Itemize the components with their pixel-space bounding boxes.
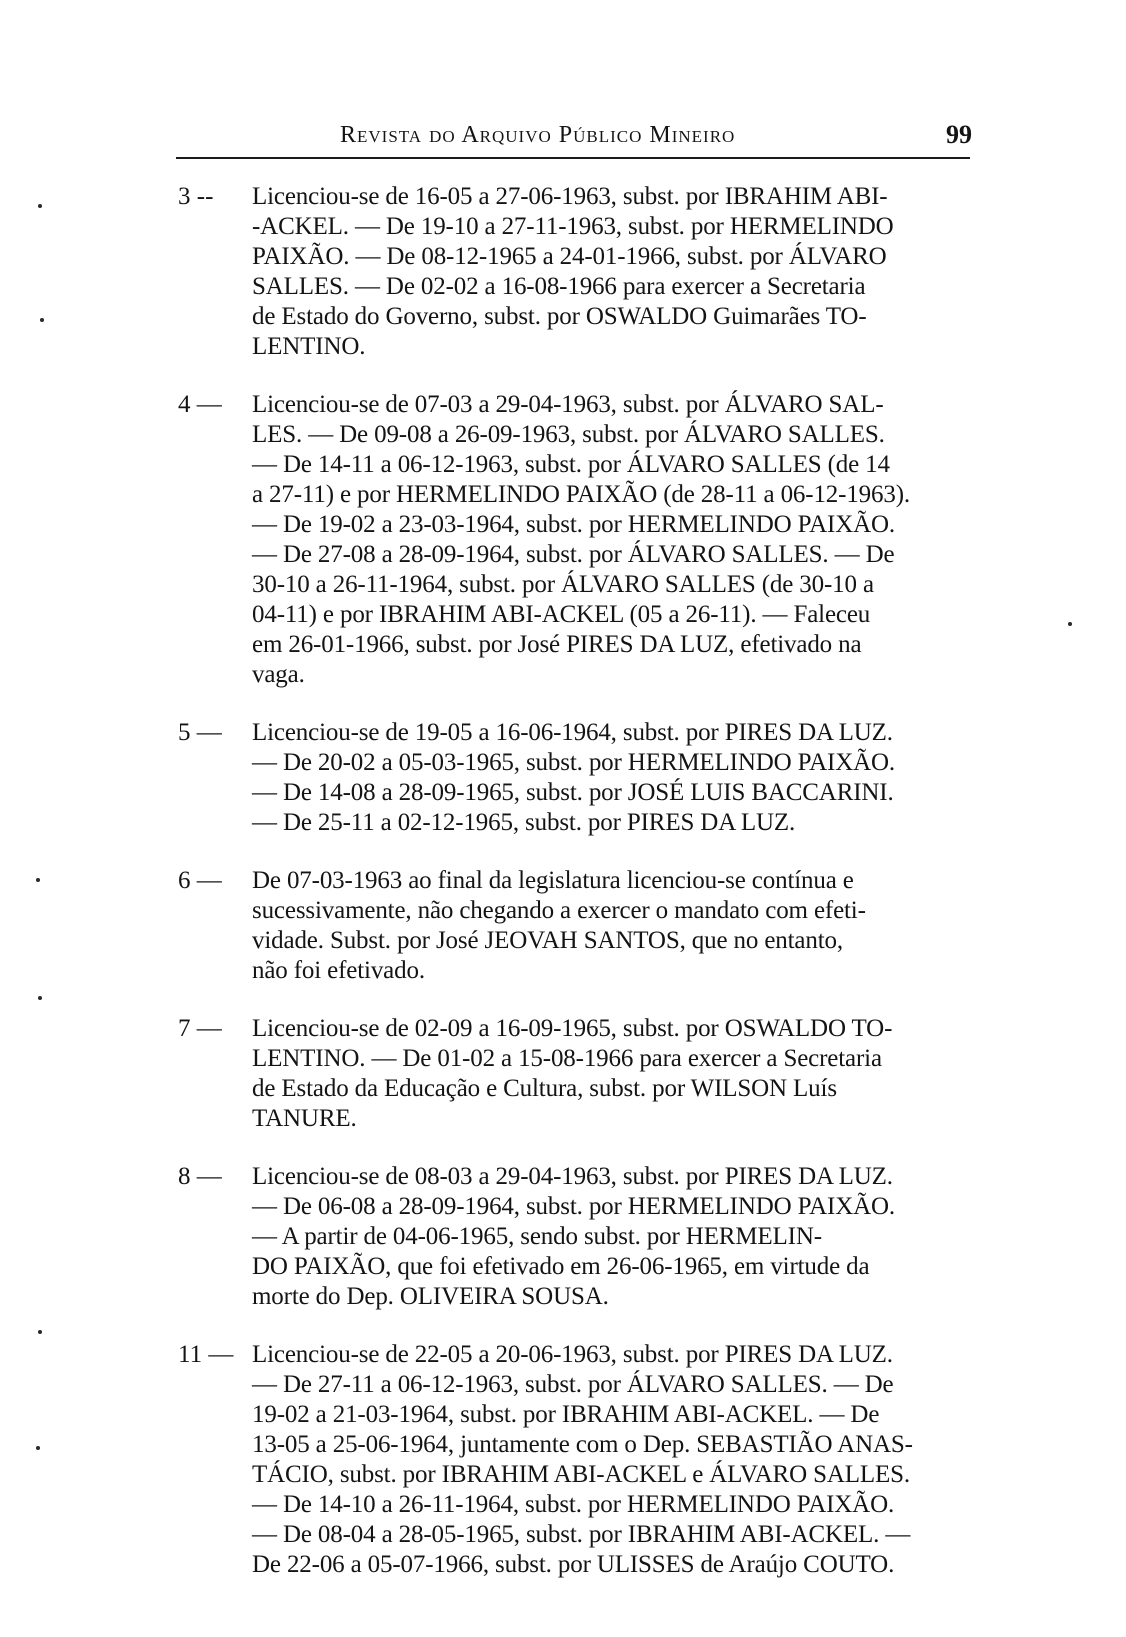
footnote-text [252,182,980,362]
footnote-text [252,718,980,838]
text-line: em 26-01-1966, subst. por José PIRES DA LUZ, efetivado na [252,631,862,658]
text-line: a 27-11) e por HERMELINDO PAIXÃO (de 28-11 a 06-12-1963). [252,481,910,508]
journal-title: Revista do Arquivo Público Mineiro [340,122,736,148]
footnote-text [252,1014,980,1134]
footnote-entry [180,182,980,362]
text-line: vaga. [252,661,305,688]
footnote-number: 8 — [178,1163,222,1190]
footnote-entry [180,1162,980,1312]
text-line: 19-02 a 21-03-1964, subst. por IBRAHIM ABI-ACKEL. — De [252,1401,880,1428]
text-line: sucessivamente, não chegando a exercer o mandato com efeti- [252,897,866,924]
text-line: — De 14-10 a 26-11-1964, subst. por HERMELINDO PAIXÃO. [252,1491,895,1518]
text-line: Licenciou-se de 07-03 a 29-04-1963, subst. por ÁLVARO SAL- [252,391,884,418]
text-line: — De 14-08 a 28-09-1965, subst. por JOSÉ LUIS BACCARINI. [252,779,894,806]
text-line: 30-10 a 26-11-1964, subst. por ÁLVARO SALLES (de 30-10 a [252,571,874,598]
text-line: de Estado da Educação e Cultura, subst. por WILSON Luís [252,1075,837,1102]
scan-speck [38,996,42,1000]
text-line: vidade. Subst. por José JEOVAH SANTOS, que no entanto, [252,927,843,954]
text-line: — De 20-02 a 05-03-1965, subst. por HERMELINDO PAIXÃO. [252,749,896,776]
footnote-entry [180,390,980,690]
text-line: PAIXÃO. — De 08-12-1965 a 24-01-1966, subst. por ÁLVARO [252,243,887,270]
text-line: LES. — De 09-08 a 26-09-1963, subst. por ÁLVARO SALLES. [252,421,885,448]
footnote-text [252,1340,980,1580]
scan-speck [36,878,40,882]
footnote-list [180,182,980,1608]
text-line: Licenciou-se de 16-05 a 27-06-1963, subst. por IBRAHIM ABI- [252,183,888,210]
scan-speck [40,318,44,322]
text-line: não foi efetivado. [252,957,425,984]
text-line: — De 25-11 a 02-12-1965, subst. por PIRES DA LUZ. [252,809,796,836]
footnote-text [252,866,980,986]
text-line: De 22-06 a 05-07-1966, subst. por ULISSES de Araújo COUTO. [252,1551,895,1578]
text-line: — De 08-04 a 28-05-1965, subst. por IBRAHIM ABI-ACKEL. — [252,1521,911,1548]
footnote-entry [180,1014,980,1134]
footnote-number: 7 — [178,1015,222,1042]
footnote-entry [180,718,980,838]
footnote-text [252,390,980,690]
text-line: SALLES. — De 02-02 a 16-08-1966 para exercer a Secretaria [252,273,866,300]
text-line: LENTINO. [252,333,366,360]
footnote-text [252,1162,980,1312]
text-line: — De 27-08 a 28-09-1964, subst. por ÁLVARO SALLES. — De [252,541,895,568]
running-head [140,118,980,158]
text-line: 04-11) e por IBRAHIM ABI-ACKEL (05 a 26-11). — Faleceu [252,601,871,628]
text-line: Licenciou-se de 02-09 a 16-09-1965, subst. por OSWALDO TO- [252,1015,893,1042]
text-line: De 07-03-1963 ao final da legislatura licenciou-se contínua e [252,867,854,894]
text-line: — A partir de 04-06-1965, sendo subst. por HERMELIN- [252,1223,822,1250]
footnote-entry [180,866,980,986]
text-line: TÁCIO, subst. por IBRAHIM ABI-ACKEL e ÁLVARO SALLES. [252,1461,910,1488]
scan-speck [36,1446,40,1450]
text-line: Licenciou-se de 22-05 a 20-06-1963, subst. por PIRES DA LUZ. [252,1341,893,1368]
footnote-entry [180,1340,980,1580]
text-line: -ACKEL. — De 19-10 a 27-11-1963, subst. por HERMELINDO [252,213,894,240]
text-line: Licenciou-se de 19-05 a 16-06-1964, subst. por PIRES DA LUZ. [252,719,893,746]
footnote-number: 3 -- [178,183,214,210]
text-line: TANURE. [252,1105,357,1132]
text-line: Licenciou-se de 08-03 a 29-04-1963, subst. por PIRES DA LUZ. [252,1163,893,1190]
text-line: DO PAIXÃO, que foi efetivado em 26-06-1965, em virtude da [252,1253,870,1280]
text-line: — De 14-11 a 06-12-1963, subst. por ÁLVARO SALLES (de 14 [252,451,890,478]
text-line: — De 06-08 a 28-09-1964, subst. por HERMELINDO PAIXÃO. [252,1193,896,1220]
footnote-number: 5 — [178,719,222,746]
footnote-number: 4 — [178,391,222,418]
text-line: 13-05 a 25-06-1964, juntamente com o Dep. SEBASTIÃO ANAS- [252,1431,913,1458]
page-number: 99 [946,120,972,149]
scan-speck [38,1330,42,1334]
header-rule [176,157,970,159]
footnote-number: 6 — [178,867,222,894]
text-line: de Estado do Governo, subst. por OSWALDO Guimarães TO- [252,303,867,330]
text-line: — De 27-11 a 06-12-1963, subst. por ÁLVARO SALLES. — De [252,1371,894,1398]
scan-speck [38,204,42,208]
text-line: morte do Dep. OLIVEIRA SOUSA. [252,1283,609,1310]
text-line: LENTINO. — De 01-02 a 15-08-1966 para exercer a Secretaria [252,1045,882,1072]
footnote-number: 11 — [178,1341,234,1368]
text-line: — De 19-02 a 23-03-1964, subst. por HERMELINDO PAIXÃO. [252,511,896,538]
scan-speck [1068,622,1072,626]
